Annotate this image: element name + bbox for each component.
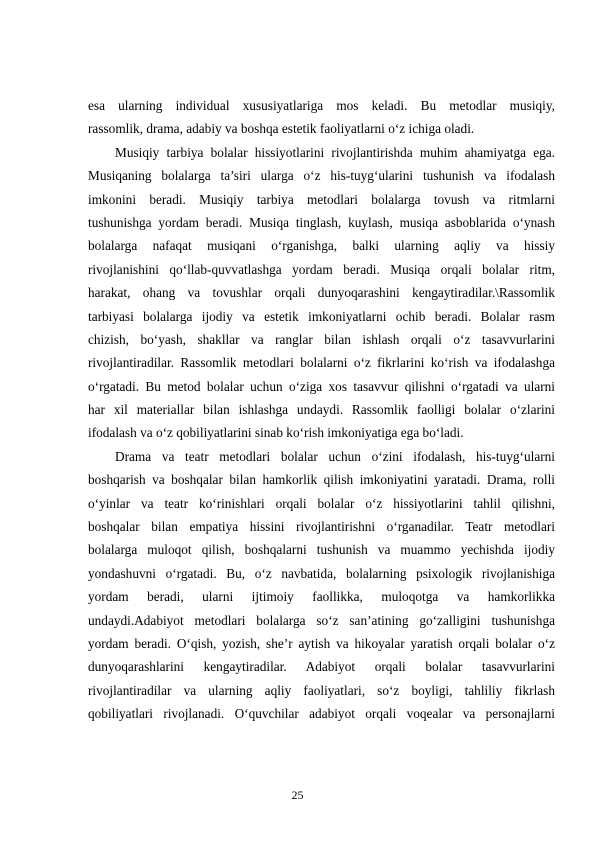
text-line: imkonini beradi. Musiqiy tarbiya metodlari bolalarga tovush va ritmlarni xyxy=(88,191,555,207)
text-line: esa ularning individual xususiyatlariga mos keladi. Bu metodlar musiqiy, xyxy=(88,98,555,113)
page-number: 25 xyxy=(291,788,304,802)
text-line: harakat, ohang va tovushlar orqali dunyoqarashini kengaytiradilar.\Rassomlik xyxy=(88,285,555,301)
text-line: rivojlantiradilar. Rassomlik metodlari bolalarni o‘z fikrlarini ko‘rish va ifodalashga xyxy=(88,355,555,371)
text-line: tushunishga yordam beradi. Musiqa tinglash, kuylash, musiqa asboblarida o‘ynash xyxy=(88,214,555,230)
text-line: yordam beradi, ularni ijtimoiy faollikka, muloqotga va hamkorlikka xyxy=(88,589,555,605)
text-line: Musiqiy tarbiya bolalar hissiyotlarini rivojlantirishda muhim ahamiyatga ega. xyxy=(115,144,555,160)
text-line: har xil materiallar bilan ishlashga undaydi. Rassomlik faolligi bolalar o‘zlarini xyxy=(88,402,555,418)
text-line: tarbiyasi bolalarga ijodiy va estetik imkoniyatlarni ochib beradi. Bolalar rasm xyxy=(88,308,555,324)
text-line: boshqalar bilan empatiya hissini rivojlantirishni o‘rganadilar. Teatr metodlari xyxy=(88,519,555,535)
text-line: rivojlantiradilar va ularning aqliy faoliyatlari, so‘z boyligi, tahliliy fikrlash xyxy=(88,682,555,698)
text-line: dunyoqarashlarini kengaytiradilar. Adabiyot orqali bolalar tasavvurlarini xyxy=(88,659,555,675)
text-line: chizish, bo‘yash, shakllar va ranglar bilan ishlash orqali o‘z tasavvurlarini xyxy=(88,331,555,347)
text-line: undaydi.Adabiyot metodlari bolalarga so‘z san’atining go‘zalligini tushunishga xyxy=(88,612,555,628)
text-line: rassomlik, drama, adabiy va boshqa estetik faoliyatlarni o‘z ichiga oladi. xyxy=(88,121,475,137)
text-line: o‘rgatadi. Bu metod bolalar uchun o‘ziga xos tasavvur qilishni o‘rgatadi va ularni xyxy=(88,378,555,394)
text-line: boshqarish va boshqalar bilan hamkorlik qilish imkoniyatini yaratadi. Drama, rolli xyxy=(88,472,555,488)
text-line: Drama va teatr metodlari bolalar uchun o‘zini ifodalash, his-tuyg‘ularni xyxy=(115,448,555,464)
text-line: yordam beradi. O‘qish, yozish, she’r aytish va hikoyalar yaratish orqali bolalar o‘z xyxy=(88,635,555,651)
text-line: rivojlanishini qo‘llab-quvvatlashga yordam beradi. Musiqa orqali bolalar ritm, xyxy=(88,261,555,277)
text-line: bolalarga nafaqat musiqani o‘rganishga, balki ularning aqliy va hissiy xyxy=(88,238,555,254)
text-line: yondashuvni o‘rgatadi. Bu, o‘z navbatida, bolalarning psixologik rivojlanishiga xyxy=(88,565,555,581)
text-line: ifodalash va o‘z qobiliyatlarini sinab ko‘rish imkoniyatiga ega bo‘ladi. xyxy=(88,425,464,441)
text-line: o‘yinlar va teatr ko‘rinishlari orqali bolalar o‘z hissiyotlarini tahlil qilishni, xyxy=(88,495,555,511)
text-line: qobiliyatlari rivojlanadi. O‘quvchilar adabiyot orqali voqealar va personajlarni xyxy=(88,706,555,722)
text-line: Musiqaning bolalarga ta’siri ularga o‘z his-tuyg‘ularini tushunish va ifodalash xyxy=(88,168,555,184)
text-line: bolalarga muloqot qilish, boshqalarni tushunish va muammo yechishda ijodiy xyxy=(88,542,555,558)
body-text xyxy=(88,94,555,726)
